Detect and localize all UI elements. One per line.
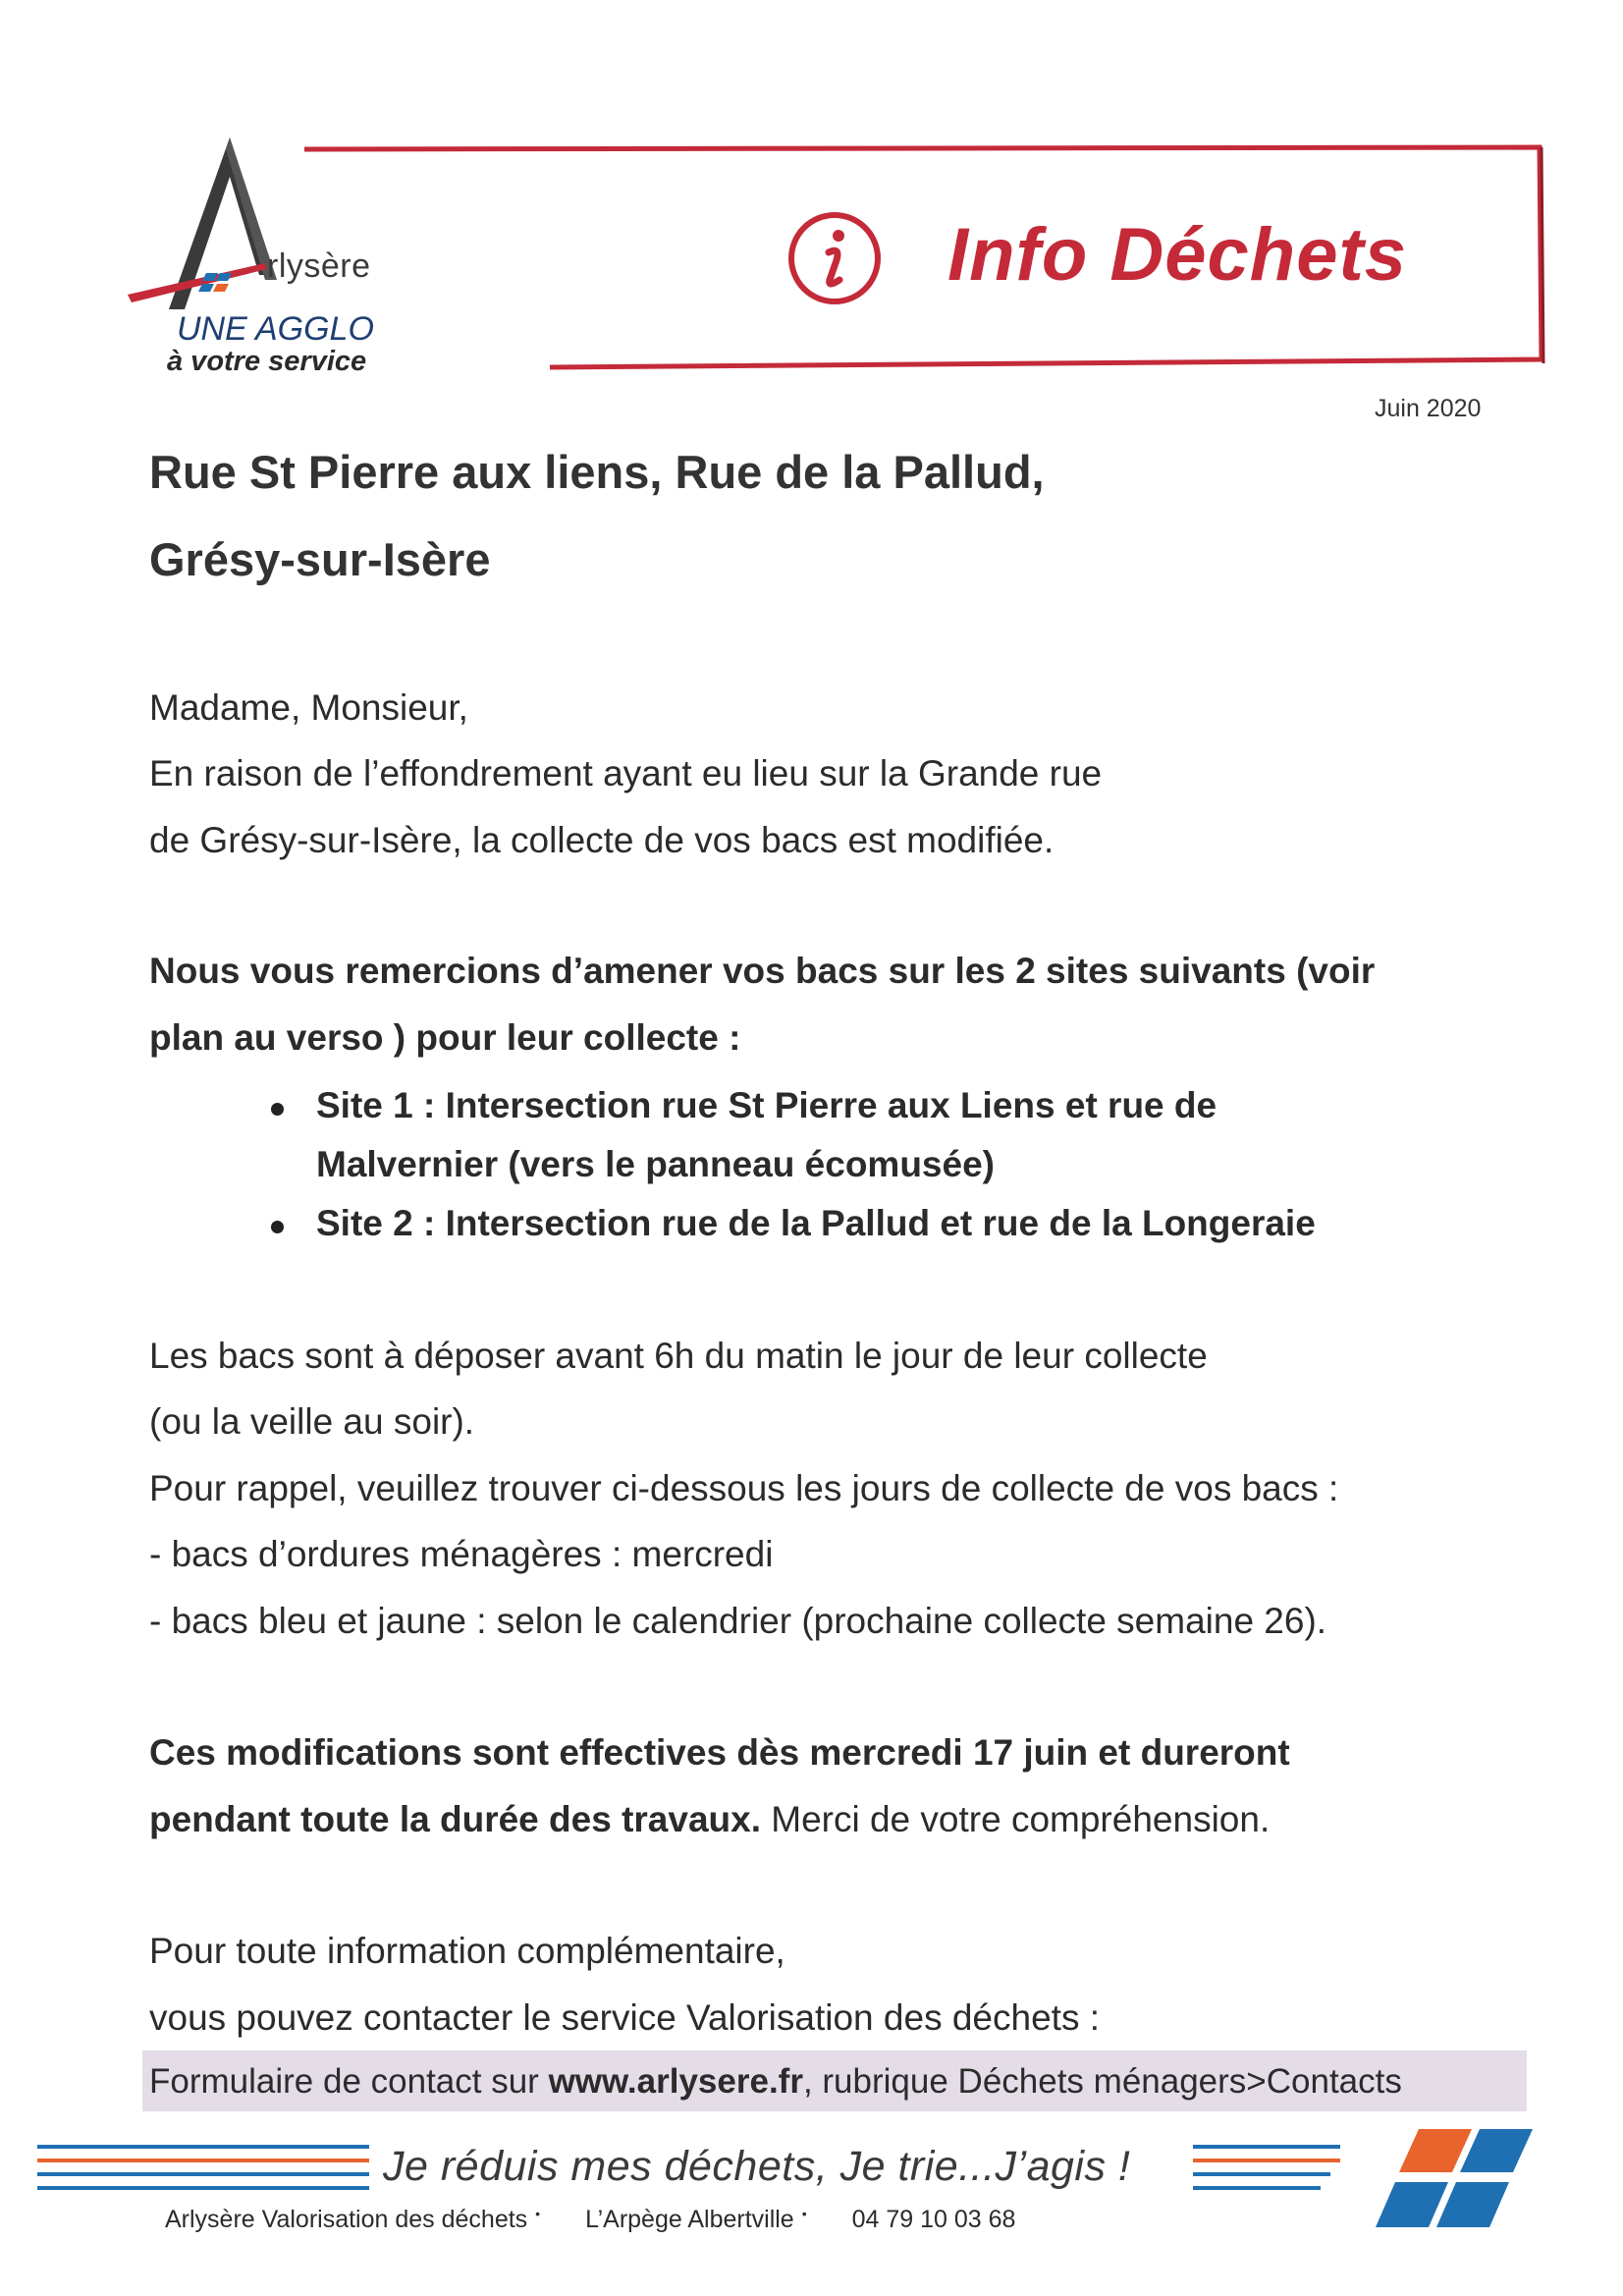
document-date: Juin 2020: [1375, 395, 1482, 422]
schedule-line-1: Les bacs sont à déposer avant 6h du matin le jour de leur collecte: [149, 1336, 1208, 1376]
effective-line-2-bold: pendant toute la durée des travaux.: [149, 1799, 761, 1839]
effective-line-1: Ces modifications sont effectives dès mercredi 17 juin et dureront: [149, 1732, 1290, 1773]
intro-line-1: En raison de l’effondrement ayant eu lieu sur la Grande rue: [149, 753, 1103, 793]
intro-line-2: de Grésy-sur-Isère, la collecte de vos bacs est modifiée.: [149, 820, 1055, 860]
bullet-icon: •: [801, 2206, 807, 2221]
site-1-line-1: Site 1 : Intersection rue St Pierre aux Liens et rue de: [316, 1085, 1217, 1125]
greeting: Madame, Monsieur,: [149, 687, 468, 728]
contact-line-2: vous pouvez contacter le service Valorisation des déchets :: [149, 1997, 1100, 2038]
footer-info: [165, 2206, 1015, 2234]
contact-form-line: [149, 2059, 1402, 2104]
schedule-line-3: Pour rappel, veuillez trouver ci-dessous les jours de collecte de vos bacs :: [149, 1468, 1339, 1508]
logo-subtagline: à votre service: [167, 346, 367, 377]
contact-line-1: Pour toute information complémentaire,: [149, 1931, 785, 1971]
effective-line-2: [149, 1797, 1270, 1841]
schedule-line-2: (ou la veille au soir).: [149, 1401, 475, 1442]
footer-org: Arlysère Valorisation des déchets: [165, 2206, 528, 2233]
footer-slogan: Je réduis mes déchets, Je trie...J’agis !: [383, 2143, 1131, 2190]
footer-stripes-right: [1193, 2139, 1345, 2208]
page-title-line-2: Grésy-sur-Isère: [149, 533, 491, 585]
site-1-line-2: Malvernier (vers le panneau écomusée): [316, 1144, 995, 1184]
page-title-line-1: Rue St Pierre aux liens, Rue de la Pallud,: [149, 446, 1045, 498]
contact-form-suffix: , rubrique Déchets ménagers>Contacts: [802, 2062, 1402, 2101]
logo-tagline: UNE AGGLO: [177, 310, 374, 348]
site-2-line: Site 2 : Intersection rue de la Pallud et rue de la Longeraie: [316, 1203, 1316, 1243]
footer-address: L’Arpège Albertville: [585, 2206, 794, 2233]
schedule-line-4: - bacs d’ordures ménagères : mercredi: [149, 1534, 774, 1574]
website-link[interactable]: www.arlysere.fr: [548, 2062, 803, 2101]
footer-stripes-left: [37, 2139, 371, 2208]
bullet-icon: [271, 1103, 284, 1116]
bullet-icon: •: [535, 2206, 541, 2221]
banner-title: Info Déchets: [947, 213, 1408, 297]
footer-phone: 04 79 10 03 68: [851, 2206, 1016, 2233]
info-icon: [785, 209, 884, 307]
contact-form-prefix: Formulaire de contact sur: [149, 2062, 549, 2101]
bullet-icon: [271, 1221, 284, 1233]
schedule-line-5: - bacs bleu et jaune : selon le calendrier (prochaine collecte semaine 26).: [149, 1601, 1327, 1641]
sites-intro-line-1: Nous vous remercions d’amener vos bacs sur les 2 sites suivants (voir: [149, 951, 1376, 991]
effective-line-2-rest: Merci de votre compréhension.: [760, 1799, 1271, 1839]
logo-name: rlysère: [267, 247, 371, 285]
footer-logo-squares: [1370, 2121, 1537, 2244]
sites-intro-line-2: plan au verso ) pour leur collecte :: [149, 1017, 741, 1058]
